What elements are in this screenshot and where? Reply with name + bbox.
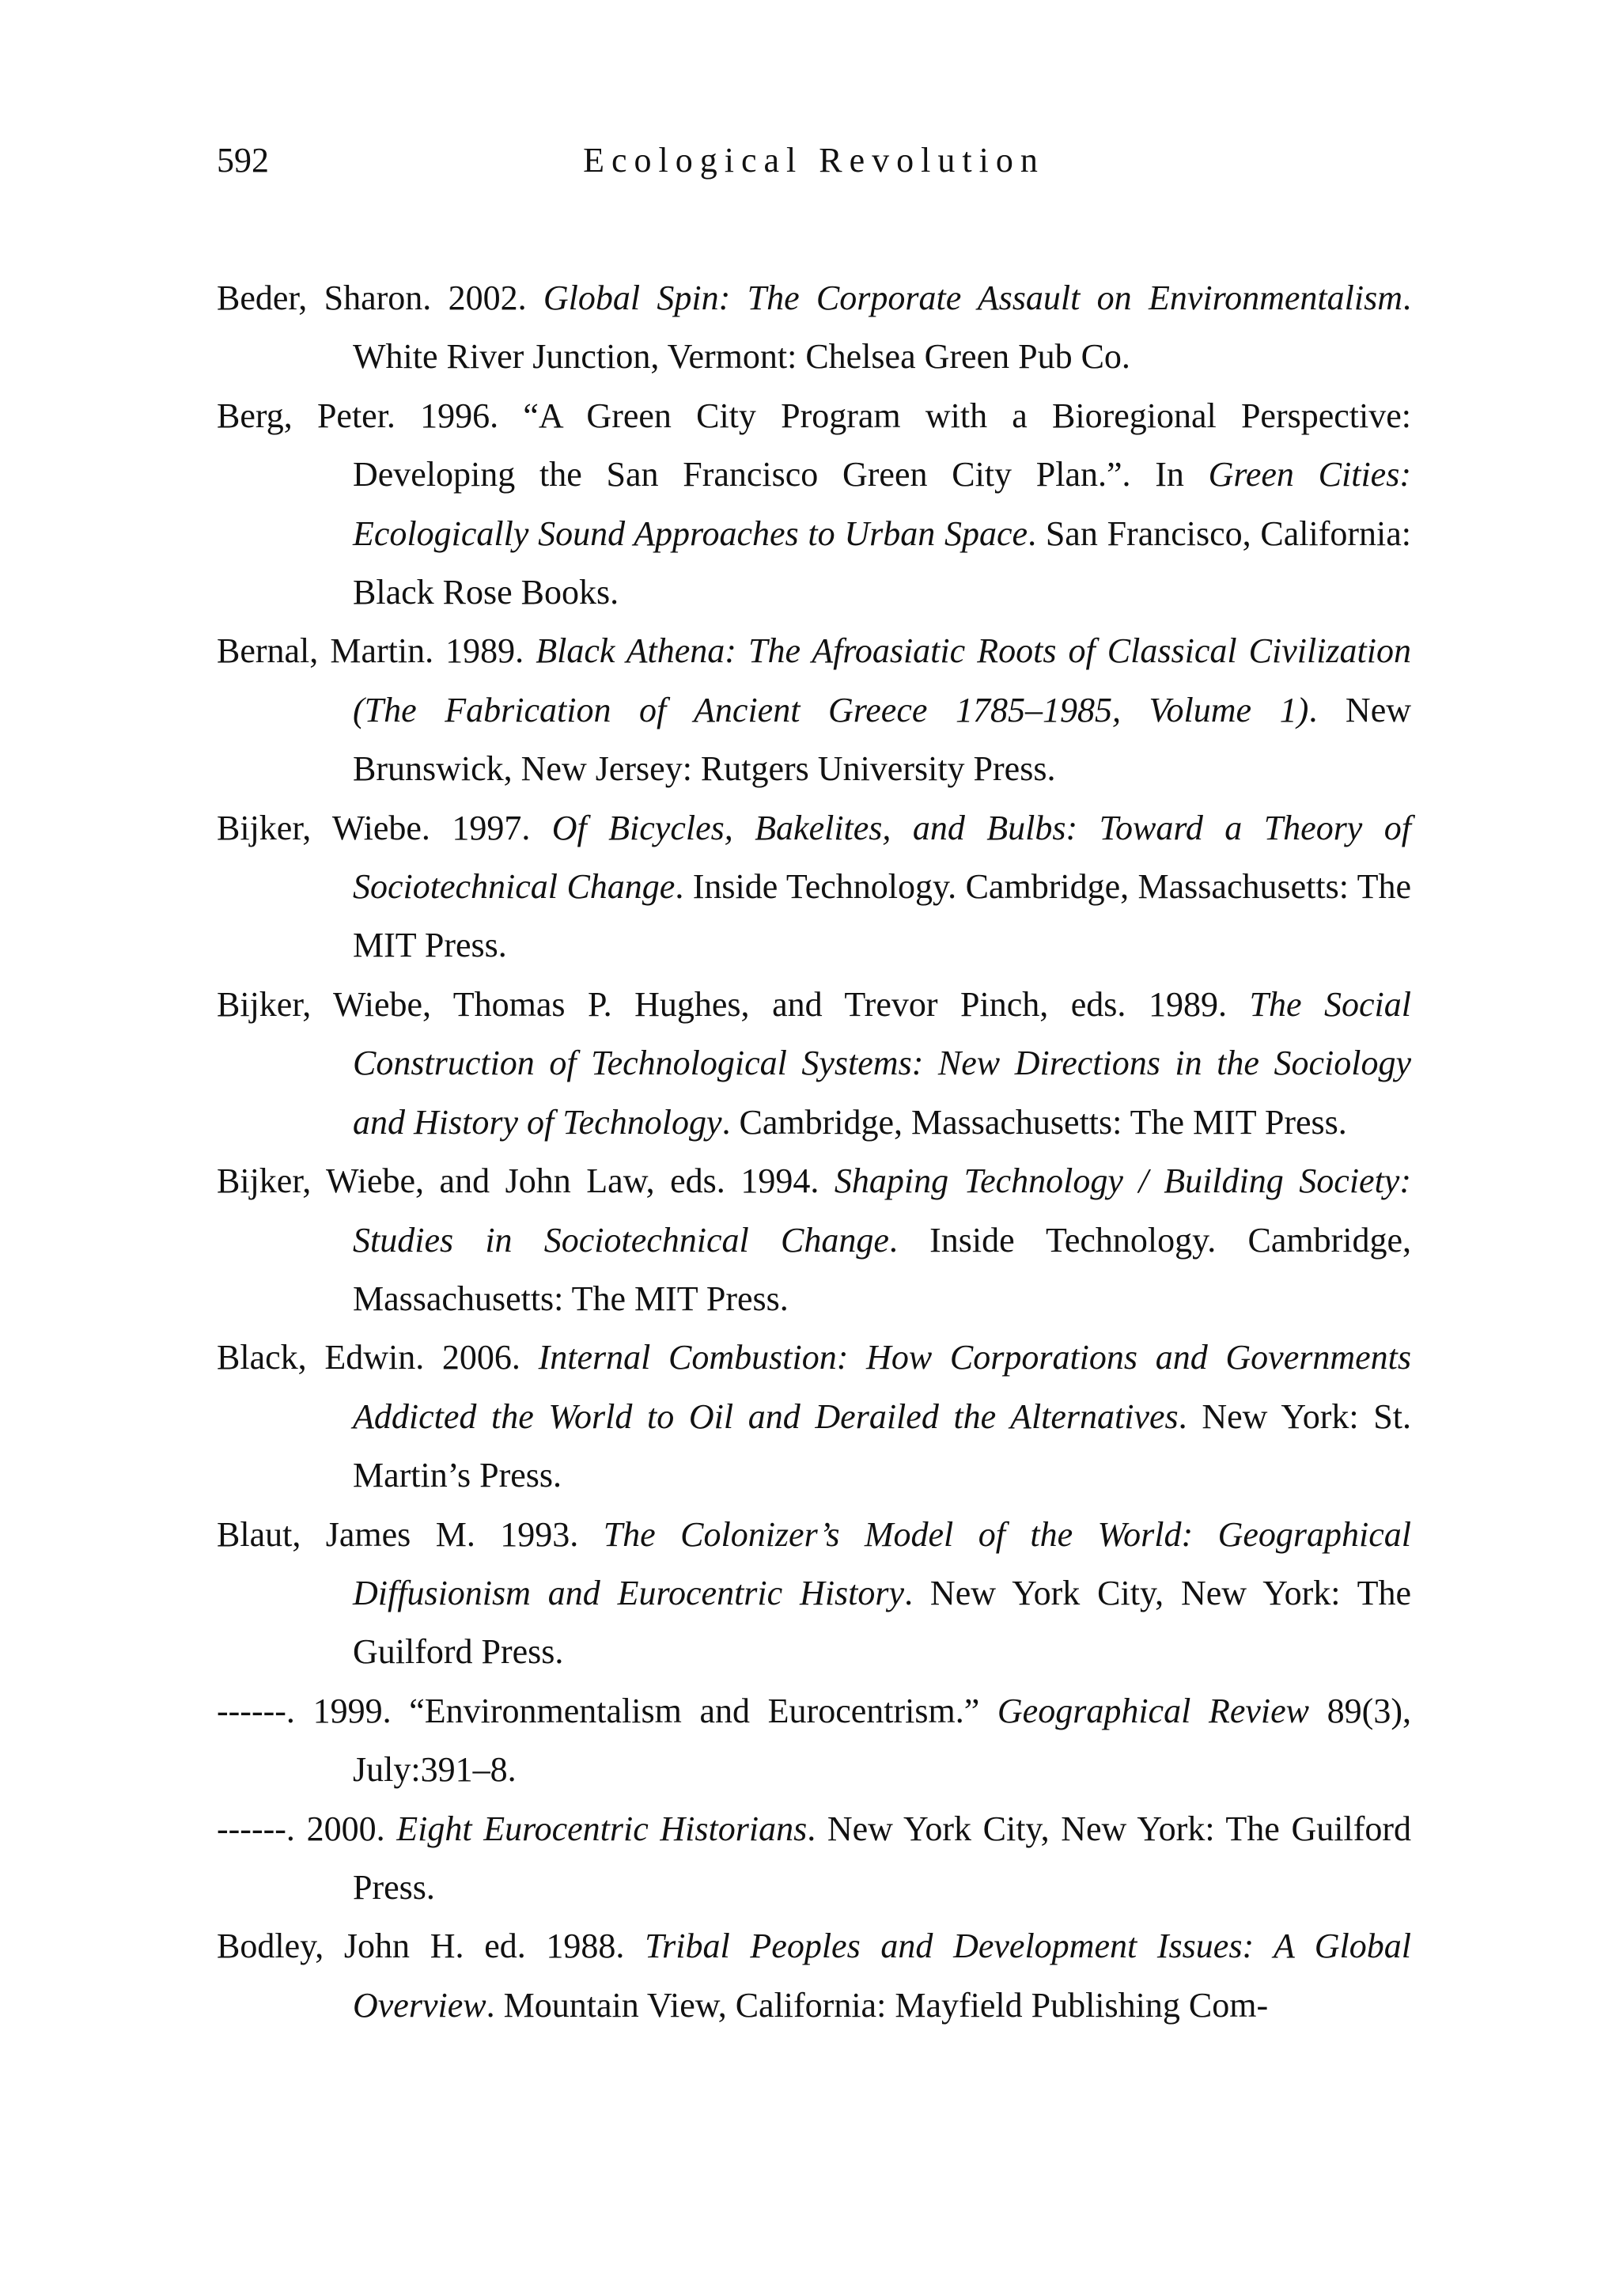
reference-tail: . White River Junction, Vermont: Chelsea Green Pub Co. [353,278,1411,377]
reference-lead: Berg, Peter. 1996. “A Green City Program with a Bioregional Perspective: Developing the San Francisco Green City Plan.”. In [217,396,1411,494]
reference-entry [217,976,1411,1152]
reference-entry [217,1800,1411,1918]
reference-lead: Bijker, Wiebe, and John Law, eds. 1994. [217,1161,835,1201]
reference-entry [217,269,1411,387]
reference-entry [217,1917,1411,2035]
reference-entry [217,1152,1411,1328]
reference-title: Tribal Peoples and Development Issues: A Global Overview [353,1927,1411,2025]
reference-title: Shaping Technology / Building Society: Studies in Sociotechnical Change [353,1161,1411,1260]
reference-lead: Black, Edwin. 2006. [217,1338,539,1377]
reference-lead: Blaut, James M. 1993. [217,1514,604,1554]
reference-lead: Bijker, Wiebe, Thomas P. Hughes, and Trevor Pinch, eds. 1989. [217,984,1250,1024]
reference-tail: . New York: St. Martin’s Press. [353,1396,1411,1495]
reference-entry [217,387,1411,623]
reference-entry [217,1506,1411,1682]
reference-lead: ------. 1999. “Environmentalism and Eurocentrism.” [217,1691,997,1730]
reference-tail: . Inside Technology. Cambridge, Massachusetts: The MIT Press. [353,867,1411,965]
reference-title: Of Bicycles, Bakelites, and Bulbs: Toward a Theory of Sociotechnical Change [353,808,1411,907]
reference-title: Geographical Review [997,1691,1310,1730]
reference-title: The Colonizer’s Model of the World: Geographical Diffusionism and Eurocentric History [353,1514,1411,1612]
reference-lead: Bijker, Wiebe. 1997. [217,808,552,847]
reference-entry [217,622,1411,798]
reference-title: Internal Combustion: How Corporations and Governments Addicted the World to Oil and Derailed the Alternatives [353,1338,1412,1436]
page-number: 592 [217,141,269,180]
page-header [217,137,1411,184]
reference-title: Green Cities: Ecologically Sound Approaches to Urban Space [353,455,1411,553]
reference-lead: Beder, Sharon. 2002. [217,278,543,317]
reference-lead: Bernal, Martin. 1989. [217,631,536,671]
reference-tail: . New York City, New York: The Guilford Press. [353,1809,1412,1907]
reference-tail: . New York City, New York: The Guilford Press. [353,1573,1411,1672]
reference-entry [217,799,1411,976]
reference-tail: . New Brunswick, New Jersey: Rutgers University Press. [353,690,1411,789]
running-title: Ecological Revolution [583,141,1045,180]
reference-title: The Social Construction of Technological Systems: New Directions in the Sociology and History of Technology [353,984,1411,1142]
reference-lead: ------. 2000. [217,1809,397,1848]
reference-list [217,269,1411,2035]
reference-tail: . Cambridge, Massachusetts: The MIT Press. [721,1102,1347,1142]
reference-title: Global Spin: The Corporate Assault on Environmentalism [543,278,1402,317]
reference-tail: . Mountain View, California: Mayfield Publishing Com- [486,1985,1269,2025]
reference-title: Black Athena: The Afroasiatic Roots of Classical Civilization (The Fabrication of Ancient Greece 1785–1985, Volume 1) [353,631,1411,729]
reference-tail: . Inside Technology. Cambridge, Massachusetts: The MIT Press. [353,1220,1411,1318]
reference-entry [217,1328,1411,1505]
reference-tail: 89(3), July:391–8. [353,1691,1411,1790]
reference-entry [217,1682,1411,1800]
reference-tail: . San Francisco, California: Black Rose Books. [353,513,1411,612]
reference-title: Eight Eurocentric Historians [396,1809,808,1848]
reference-lead: Bodley, John H. ed. 1988. [217,1927,645,1966]
